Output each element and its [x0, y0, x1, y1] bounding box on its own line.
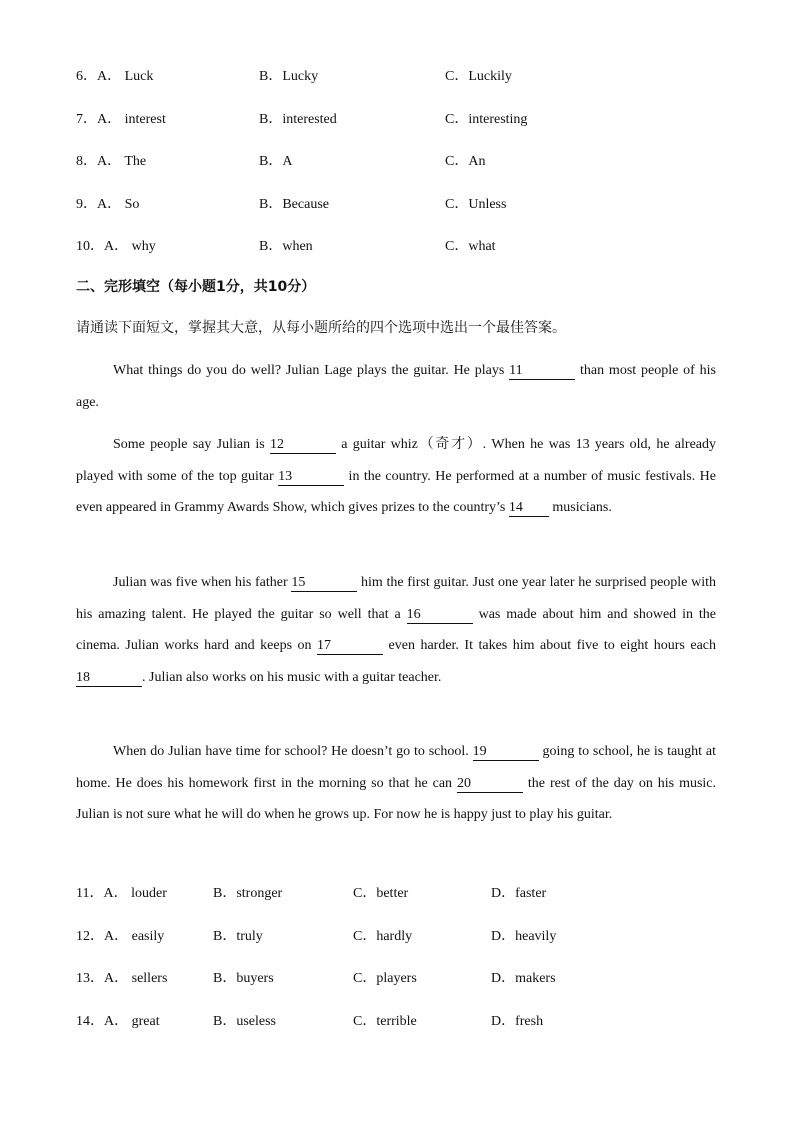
option-a-text: The: [124, 154, 147, 169]
option-a-text: Luck: [124, 69, 154, 84]
passage-text: When do Julian have time for school? He doesn’t go to school.: [113, 744, 473, 759]
passage-text: . Julian also works on his music with a guitar teacher.: [142, 670, 442, 686]
passage-paragraph-3: [76, 567, 716, 694]
option-a: [76, 65, 153, 85]
option-c: C．terrible: [353, 1014, 417, 1029]
question-number: 10．A．: [76, 239, 129, 254]
passage-text: Some people say Julian is: [113, 437, 270, 452]
option-a: [76, 235, 156, 255]
question-row-11: [76, 882, 716, 902]
question-row-12: [76, 925, 716, 945]
section-title: 二、完形填空（每小题1分，共10分）: [76, 279, 316, 295]
option-row-10: [76, 235, 716, 255]
passage-text: musicians.: [548, 500, 612, 516]
passage-text: him the first guitar. Just one year later he surprised people with his amazing talent. He played the guitar so well that a: [76, 575, 716, 622]
option-row-8: [76, 150, 716, 170]
option-a: [76, 1010, 160, 1030]
passage-text: What things do you do well? Julian Lage plays the guitar. He plays: [113, 363, 510, 378]
option-d: D．heavily: [491, 929, 557, 944]
question-row-14: [76, 1010, 716, 1030]
option-c: C．players: [353, 971, 417, 986]
blank-16: 16: [407, 607, 473, 624]
blank-12: 12: [270, 437, 336, 454]
option-a-text: great: [131, 1014, 160, 1029]
option-b: B．truly: [213, 929, 263, 944]
passage-text: was made about him and showed in the cinema. Julian works hard and keeps on: [76, 606, 717, 654]
blank-11: 11: [509, 363, 575, 380]
passage-text: a guitar whiz（奇才）. When he was 13 years old, he already played with some of the top guitar: [76, 437, 716, 484]
option-a: [76, 967, 167, 987]
option-a-text: louder: [131, 886, 167, 901]
passage-text: in the country. He performed at a number of music festivals. He even appeared in Grammy Awards Show, which gives prizes to the country’s: [76, 468, 716, 516]
option-a-text: interest: [124, 112, 166, 127]
option-c: C．Luckily: [445, 69, 512, 84]
passage-text: going to school, he is taught at home. He does his homework first in the morning so that he can: [76, 744, 717, 791]
option-d: D．faster: [491, 886, 547, 901]
question-row-13: [76, 967, 716, 987]
option-a: [76, 882, 167, 902]
blank-20: 20: [457, 776, 523, 793]
option-row-9: [76, 193, 716, 213]
passage-paragraph-1: [76, 355, 716, 418]
passage-text: even harder. It takes him about five to eight hours each: [383, 638, 716, 654]
option-c: C．interesting: [445, 112, 528, 127]
option-c: C．better: [353, 886, 409, 901]
passage-text: the rest of the day on his music. Julian is not sure what he will do when he grows up. For now he is happy just to play his guitar.: [76, 775, 717, 823]
option-a-text: easily: [131, 929, 165, 944]
passage-paragraph-4: [76, 736, 716, 831]
blank-18: 18: [76, 670, 142, 687]
option-b: B．A: [259, 154, 293, 169]
question-number: 12．A．: [76, 929, 129, 944]
question-number: 13．A．: [76, 971, 129, 986]
passage-text: than most people of his age.: [76, 363, 716, 410]
option-b: B．interested: [259, 112, 337, 127]
passage-text: Julian was five when his father: [113, 575, 292, 590]
option-c: C．An: [445, 154, 486, 169]
blank-13: 13: [278, 469, 344, 486]
question-number: 11．A．: [76, 886, 128, 901]
question-number: 6．A．: [76, 69, 122, 84]
blank-19: 19: [473, 744, 539, 761]
option-c: C．Unless: [445, 197, 507, 212]
blank-17: 17: [317, 638, 383, 655]
question-number: 8．A．: [76, 154, 122, 169]
option-a-text: why: [131, 239, 156, 254]
blank-15: 15: [291, 575, 357, 592]
option-c: C．what: [445, 239, 496, 254]
option-b: B．when: [259, 239, 313, 254]
question-number: 14．A．: [76, 1014, 129, 1029]
option-row-6: [76, 65, 716, 85]
option-a: [76, 108, 166, 128]
option-a: [76, 193, 139, 213]
option-c: C．hardly: [353, 929, 413, 944]
section-instruction: 请通读下面短文，掌握其大意，从每小题所给的四个选项中选出一个最佳答案。: [76, 320, 566, 336]
option-b: B．stronger: [213, 886, 283, 901]
option-a: [76, 925, 164, 945]
option-d: D．makers: [491, 971, 556, 986]
option-a: [76, 150, 146, 170]
option-d: D．fresh: [491, 1014, 544, 1029]
blank-14: 14: [509, 500, 549, 517]
passage-paragraph-2: [76, 429, 716, 524]
option-b: B．buyers: [213, 971, 274, 986]
option-b: B．Lucky: [259, 69, 319, 84]
question-number: 7．A．: [76, 112, 122, 127]
option-b: B．Because: [259, 197, 329, 212]
option-b: B．useless: [213, 1014, 276, 1029]
option-a-text: sellers: [131, 971, 168, 986]
option-row-7: [76, 108, 716, 128]
option-a-text: So: [124, 197, 140, 212]
question-number: 9．A．: [76, 197, 122, 212]
